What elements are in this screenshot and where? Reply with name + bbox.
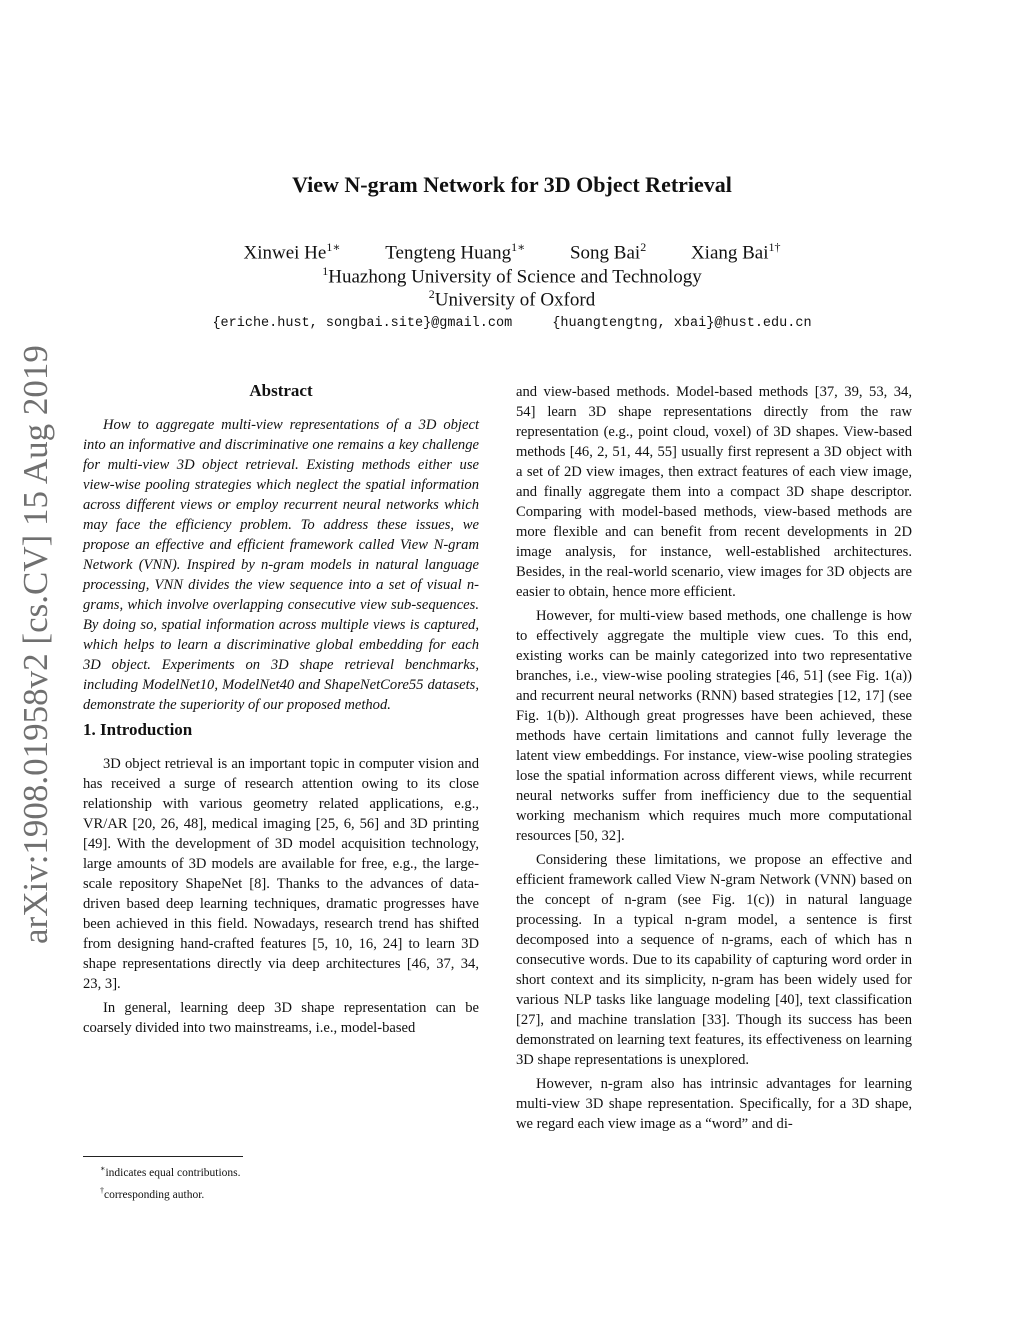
paragraph: Considering these limitations, we propose an effective and efficient framework called View N-gram Network (VNN) based on the concept of n-gram (see Fig. 1(c)) in natural language processing. In a typical n-gram model, a sentence is first decomposed into a sequence of n-grams, each of which has n consecutive words. Due to its capability of capturing word order in short context and its simplicity, n-gram has been widely used for various NLP tasks like language modeling [40], text classification [27], and machine translation [33]. Though its success has been demonstrated on learning text features, its effectiveness on learning 3D shape representations is unexplored. — [516, 852, 912, 1068]
affiliation: $^2$University of Oxford — [428, 287, 596, 311]
left-column — [83, 380, 479, 1042]
paragraph: However, n-gram also has intrinsic advantages for learning multi-view 3D shape representation. Specifically, for a 3D shape, we regard each view image as a “word” and di- — [516, 1076, 912, 1132]
email-list — [0, 316, 1024, 331]
paragraph: However, for multi-view based methods, one challenge is how to effectively aggregate the multiple view cues. To this end, existing works can be mainly categorized into two representative branches, i.e., view-wise pooling strategies [46, 51] (see Fig. 1(a)) and recurrent neural networks (RNN) based strategies [12, 17] (see Fig. 1(b)). Although great progresses have been achieved, these methods have certain limitations and cannot fully leverage the latent view embeddings. For instance, view-wise pooling strategies lose the spatial information across different views, while recurrent neural networks suffer from inefficiency due to the sequential working mechanism which requires much more computational resources [50, 32]. — [516, 608, 912, 844]
email: {eriche.hust, songbai.site}@gmail.com — [212, 316, 513, 331]
footnote-divider — [83, 1156, 243, 1157]
arxiv-identifier: arXiv:1908.01958v2 [cs.CV] 15 Aug 2019 — [16, 345, 55, 944]
paper-title: View N-gram Network for 3D Object Retrieval — [292, 172, 732, 197]
section-heading: 1. Introduction — [83, 720, 193, 739]
author: Tengteng Huang$^{1∗}$ — [385, 240, 526, 264]
footnotes — [100, 1160, 241, 1204]
author: Xinwei $He^{1∗}$ — [243, 240, 341, 264]
right-column — [516, 382, 912, 1138]
author: Xiang Bai$^{1\dagger}$ — [690, 240, 781, 264]
footnote: ∗indicates equal contributions. — [100, 1164, 241, 1179]
author: Song Bai$^2$ — [569, 240, 647, 264]
paragraph: and view-based methods. Model-based methods [37, 39, 53, 34, 54] learn 3D shape representations directly from the raw representation (e.g., point cloud, voxel) of 3D shapes. View-based methods [46, 2, 51, 44, 55] usually first represent a 3D object with a set of 2D view images, then extract features of each view image, and finally aggregate them into a compact 3D shape descriptor. Comparing with model-based methods, view-based methods are more flexible and can benefit from recent developments in 2D image analysis, for instance, well-established architectures. Besides, in the real-world scenario, view images for 3D objects are easier to obtain, hence more efficient. — [516, 384, 912, 600]
footnote: †corresponding author. — [100, 1185, 205, 1201]
email: {huangtengtng, xbai}@hust.edu.cn — [552, 316, 812, 331]
abstract-heading: Abstract — [249, 381, 313, 400]
paragraph: In general, learning deep 3D shape representation can be coarsely divided into two mainstreams, i.e., model-based — [83, 1000, 479, 1036]
affiliation: $^1$Huazhong University of Science and Technology — [322, 264, 702, 288]
abstract-text: How to aggregate multi-view representations of a 3D object into an informative and discriminative one remains a key challenge for multi-view 3D object retrieval. Existing methods either use view-wise pooling strategies which neglect the spatial information across different views or employ recurrent neural networks which may face the efficiency problem. To address these issues, we propose an effective and efficient framework called View N-gram Network (VNN). Inspired by n-gram models in natural language processing, VNN divides the view sequence into a set of visual n-grams, which involve overlapping consecutive view sub-sequences. By doing so, spatial information across multiple views is captured, which helps to learn a discriminative global embedding for each 3D object. Experiments on 3D shape retrieval benchmarks, including ModelNet10, ModelNet40 and ShapeNetCore55 datasets, demonstrate the superiority of our proposed method. — [83, 417, 479, 713]
author-list — [0, 240, 1024, 264]
paragraph: 3D object retrieval is an important topic in computer vision and has received a surge of research attention owing to its close relationship with various geometry related applications, e.g., VR/AR [20, 26, 48], medical imaging [25, 6, 56] and 3D printing [49]. With the development of 3D model acquisition technology, large amounts of 3D models are available for free, e.g., the large-scale repository ShapeNet [8]. Thanks to the advances of data-driven based deep learning techniques, dramatic progresses have been achieved in this field. Nowadays, research trend has shifted from designing hand-crafted features [5, 10, 16, 24] to learn 3D shape representations directly via deep architectures [46, 37, 34, 23, 3]. — [83, 756, 479, 992]
